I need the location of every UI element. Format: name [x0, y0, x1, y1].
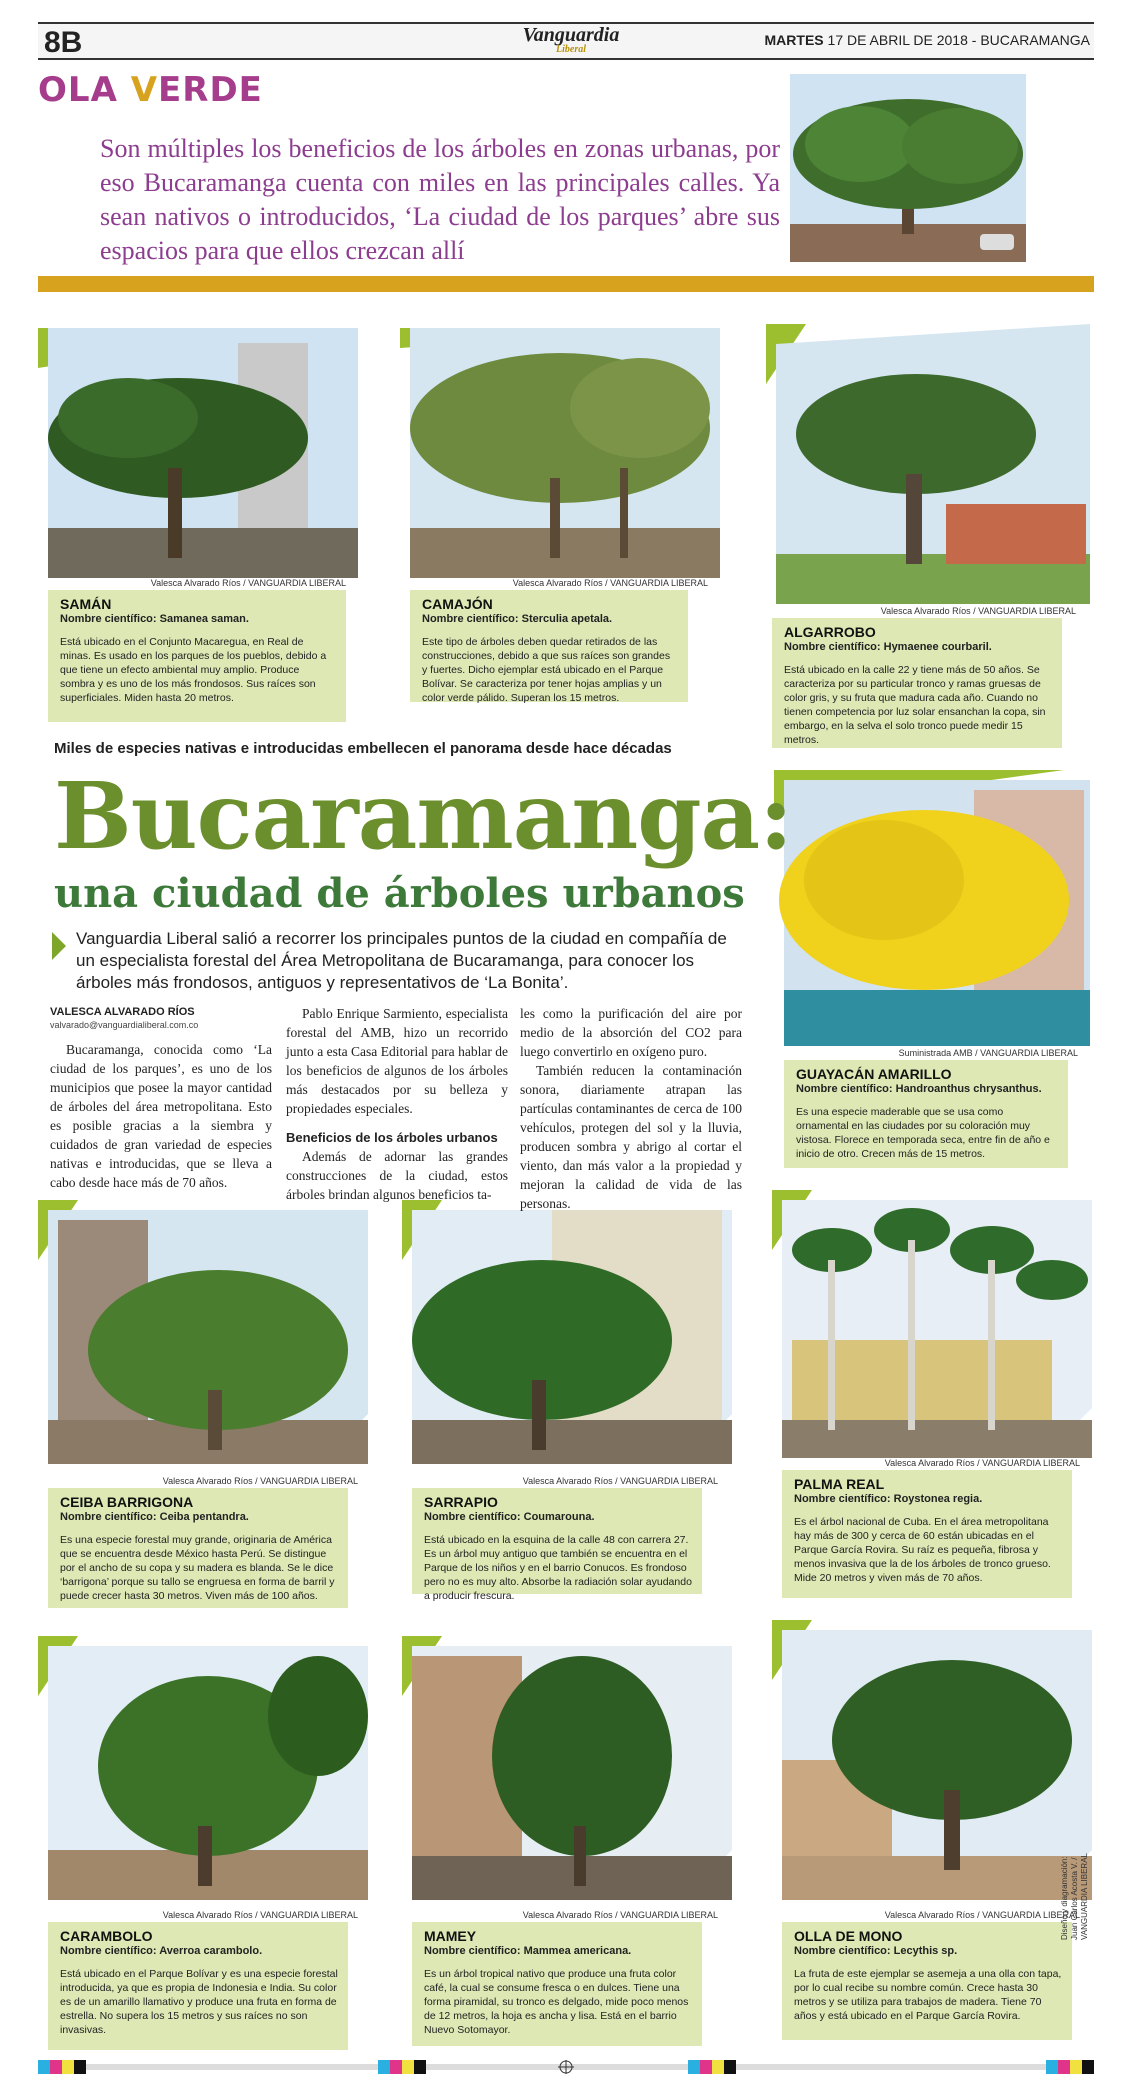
- tree-photo-sarrapio: [402, 1200, 732, 1464]
- photo-credit: Valesca Alvarado Ríos / VANGUARDIA LIBERAL: [880, 606, 1076, 616]
- tree-description: Es una especie forestal muy grande, originaria de América que se encuentra desde México hasta Perú. Se distingue por el ancho de su copa y su madera es blanda. Se le dice ‘barrigona’ porque su tallo se engruesa en forma de barril y puede crecer hasta 30 metros. Viven más de 100 años.: [60, 1534, 335, 1602]
- tree-info-algarrobo: [772, 618, 1062, 748]
- tree-scientific-name: Nombre científico: Lecythis sp.: [794, 1945, 958, 1957]
- gold-divider: [38, 276, 1094, 292]
- tree-info-ceiba: [48, 1488, 348, 1608]
- tree-photo-olla-de-mono: [772, 1620, 1092, 1900]
- masthead-sub: Liberal: [556, 44, 586, 55]
- tree-scientific-name: Nombre científico: Ceiba pentandra.: [60, 1511, 249, 1523]
- article-subheadline: una ciudad de árboles urbanos: [54, 870, 745, 917]
- tree-info-palma-real: [782, 1470, 1072, 1598]
- masthead-name: Vanguardia: [522, 24, 620, 46]
- paragraph: les como la purificación del aire por medio de la absorción del CO2 para luego convertirlo en oxígeno puro.: [520, 1006, 742, 1059]
- tree-name: CAMAJÓN: [422, 596, 493, 612]
- tree-scientific-name: Nombre científico: Samanea saman.: [60, 613, 249, 625]
- paragraph: Pablo Enrique Sarmiento, especialista forestal del AMB, hizo un recorrido junto a esta Casa Editorial para hablar de los beneficios de algunos de los árboles más destacados por su belleza y propiedades especiales.: [286, 1006, 508, 1116]
- tree-description: Está ubicado en el Conjunto Macaregua, en Real de minas. Es usado en los parques de los pueblos, debido a que tiene un efecto ambiental muy amplio. Produce sombra y es uno de los más frondosos. Sus raíces son superficiales. Miden hasta 20 metros.: [60, 636, 327, 704]
- section-label: [38, 70, 263, 110]
- page-number: 8B: [44, 26, 83, 59]
- tree-photo-camajon: [400, 328, 720, 578]
- print-registration-bar: [38, 2060, 1094, 2074]
- tree-description: Es el árbol nacional de Cuba. En el área metropolitana hay más de 300 y cerca de 60 están ubicadas en el Parque García Rovira. Su raíz es pequeña, fibrosa y menos invasiva que la de los árboles de tronco grueso. Mide 20 metros y viven más de 70 años.: [794, 1516, 1051, 1584]
- paragraph: Bucaramanga, conocida como ‘La ciudad de los parques’, es uno de los municipios que posee la mayor cantidad de árboles del área metropolitana. Esto es posible gracias a la siembra y cuidados de gran variedad de especies nativas e introducidas, que se lleva a cabo desde hace más de 70 años.: [50, 1042, 272, 1190]
- dateline: [765, 32, 1090, 48]
- tree-info-sarrapio: [412, 1488, 702, 1602]
- photo-credit: Valesca Alvarado Ríos / VANGUARDIA LIBERAL: [162, 1910, 358, 1920]
- tree-photo-mamey: [402, 1636, 732, 1900]
- tree-info-carambolo: [48, 1922, 348, 2050]
- section-part1: OLA: [38, 70, 131, 110]
- tree-description: Es una especie maderable que se usa como ornamental en las ciudades por su coloración muy vistosa. Florece en temporada seca, entre fin de año e inicio de otro. Crecen más de 15 metros.: [796, 1106, 1050, 1160]
- tree-photo-algarrobo: [766, 324, 1090, 604]
- tree-photo-guayacan: [774, 770, 1090, 1046]
- tree-scientific-name: Nombre científico: Mammea americana.: [424, 1945, 632, 1957]
- tree-scientific-name: Nombre científico: Averroa carambolo.: [60, 1945, 263, 1957]
- tree-name: SARRAPIO: [424, 1494, 498, 1510]
- masthead-logo: [506, 24, 636, 54]
- article-kicker: Miles de especies nativas e introducidas embellecen el panorama desde hace décadas: [54, 740, 672, 757]
- tree-info-camajon: [410, 590, 688, 702]
- tree-name: CEIBA BARRIGONA: [60, 1494, 194, 1510]
- column-subhead: Beneficios de los árboles urbanos: [286, 1130, 498, 1145]
- tree-description: La fruta de este ejemplar se asemeja a una olla con tapa, por lo cual recibe su nombre común. Crece hasta 30 metros y se utiliza para trabajos de madera. Tiene 70 años y está ubicado en el Parque García Rovira.: [794, 1968, 1062, 2022]
- tree-info-mamey: [412, 1922, 702, 2046]
- tree-info-saman: [48, 590, 346, 722]
- hero-tree-photo: [790, 74, 1026, 262]
- dateline-date: 17 DE ABRIL DE 2018 - BUCARAMANGA: [823, 32, 1090, 48]
- photo-credit: Valesca Alvarado Ríos / VANGUARDIA LIBERAL: [162, 1476, 358, 1486]
- author-email: valvarado@vanguardialiberal.com.co: [50, 1020, 199, 1030]
- tree-name: ALGARROBO: [784, 624, 876, 640]
- article-byline: VALESCA ALVARADO RÍOS: [50, 1006, 195, 1018]
- tree-photo-palma-real: [772, 1190, 1092, 1458]
- tree-photo-saman: [38, 328, 358, 578]
- photo-credit: Suministrada AMB / VANGUARDIA LIBERAL: [898, 1048, 1078, 1058]
- tree-photo-carambolo: [38, 1636, 368, 1900]
- tree-description: Está ubicado en la esquina de la calle 48 con carrera 27. Es un árbol muy antiguo que también se encuentra en el Parque de los niños y en el barrio Conucos. Es frondoso pero no es muy alto. Absorbe la radiación solar ayudando a producir frescura.: [424, 1534, 692, 1602]
- photo-credit: Valesca Alvarado Ríos / VANGUARDIA LIBERAL: [150, 578, 346, 588]
- tree-description: Es un árbol tropical nativo que produce una fruta color café, la cual se consume fresca o en dulces. Tiene una forma piramidal, su tronco es delgado, mide poco menos de 12 metros, la hoja es ancha y lisa. Está en el barrio Nuevo Sotomayor.: [424, 1968, 689, 2036]
- tree-scientific-name: Nombre científico: Sterculia apetala.: [422, 613, 613, 625]
- intro-text: Son múltiples los beneficios de los árboles en zonas urbanas, por eso Bucaramanga cuenta con miles en las principales calles. Ya sean nativos o introducidos, ‘La ciudad de los parques’ abre sus espacios para que ellos crezcan allí: [100, 134, 780, 265]
- article-lead: Vanguardia Liberal salió a recorrer los principales puntos de la ciudad en compañía de un especialista forestal del Área Metropolitana de Bucaramanga, para conocer los árboles más frondosos, antiguos y representativos de ‘La Bonita’.: [76, 929, 727, 992]
- photo-credit: Valesca Alvarado Ríos / VANGUARDIA LIBERAL: [884, 1910, 1080, 1920]
- tree-name: SAMÁN: [60, 596, 112, 612]
- article-headline: Bucaramanga:: [54, 762, 793, 870]
- paragraph: También reducen la contaminación sonora, diariamente atrapan las partículas contaminantes de cerca de 100 vehículos, protegen del sol y la lluvia, producen sombra y abrigo al cortar el viento, dan más valor a la propiedad y mejoran la calidad de vida de las personas.: [520, 1063, 742, 1211]
- tree-scientific-name: Nombre científico: Coumarouna.: [424, 1511, 595, 1523]
- tree-info-guayacan: [784, 1060, 1068, 1168]
- article-column-2: [286, 1004, 508, 1204]
- photo-credit: Valesca Alvarado Ríos / VANGUARDIA LIBERAL: [512, 578, 708, 588]
- tree-info-olla-de-mono: [782, 1922, 1072, 2040]
- tree-name: OLLA DE MONO: [794, 1928, 903, 1944]
- tree-name: PALMA REAL: [794, 1476, 885, 1492]
- tree-scientific-name: Nombre científico: Hymaenee courbaril.: [784, 641, 992, 653]
- tree-name: GUAYACÁN AMARILLO: [796, 1066, 952, 1082]
- section-accent: V: [130, 70, 159, 110]
- dateline-day: MARTES: [764, 32, 824, 48]
- tree-scientific-name: Nombre científico: Roystonea regia.: [794, 1493, 983, 1505]
- article-column-1: [50, 1040, 272, 1192]
- lead-arrow-icon: [52, 932, 66, 960]
- tree-description: Está ubicado en el Parque Bolívar y es una especie forestal introducida, ya que es propia de Indonesia e India. Su color es de un amarillo llamativo y produce una fruta en forma de estrella. No supera los 15 metros y sus raíces no son invasivas.: [60, 1968, 338, 2036]
- photo-credit: Valesca Alvarado Ríos / VANGUARDIA LIBERAL: [884, 1458, 1080, 1468]
- photo-credit: Valesca Alvarado Ríos / VANGUARDIA LIBERAL: [522, 1476, 718, 1486]
- tree-name: CARAMBOLO: [60, 1928, 153, 1944]
- tree-photo-ceiba: [38, 1200, 368, 1464]
- designer-credit: Diseño y diagramación: Juan Carlos Acosta V. / VANGUARDIA LIBERAL: [1060, 1853, 1089, 1940]
- page-header: [38, 22, 1094, 60]
- section-part2: ERDE: [158, 70, 263, 110]
- tree-description: Está ubicado en la calle 22 y tiene más de 50 años. Se caracteriza por su particular tronco y ramas gruesas de color gris, y su fruta que madura cada año. Cuando no tienen competencia por luz solar ensanchan la copa, sin embargo, en la selva el solo tronco puede medir 15 metros.: [784, 664, 1046, 746]
- article-column-3: [520, 1004, 742, 1213]
- tree-description: Este tipo de árboles deben quedar retirados de las construcciones, debido a que sus raíces son grandes y fuertes. Dicho ejemplar está ubicado en el Parque Bolívar. Se caracteriza por tener hojas amplias y un color verde pálido. Superan los 15 metros.: [422, 636, 671, 704]
- photo-credit: Valesca Alvarado Ríos / VANGUARDIA LIBERAL: [522, 1910, 718, 1920]
- tree-name: MAMEY: [424, 1928, 477, 1944]
- tree-scientific-name: Nombre científico: Handroanthus chrysanthus.: [796, 1083, 1042, 1095]
- paragraph: Además de adornar las grandes construcciones de la ciudad, estos árboles brindan algunos beneficios ta-: [286, 1149, 508, 1202]
